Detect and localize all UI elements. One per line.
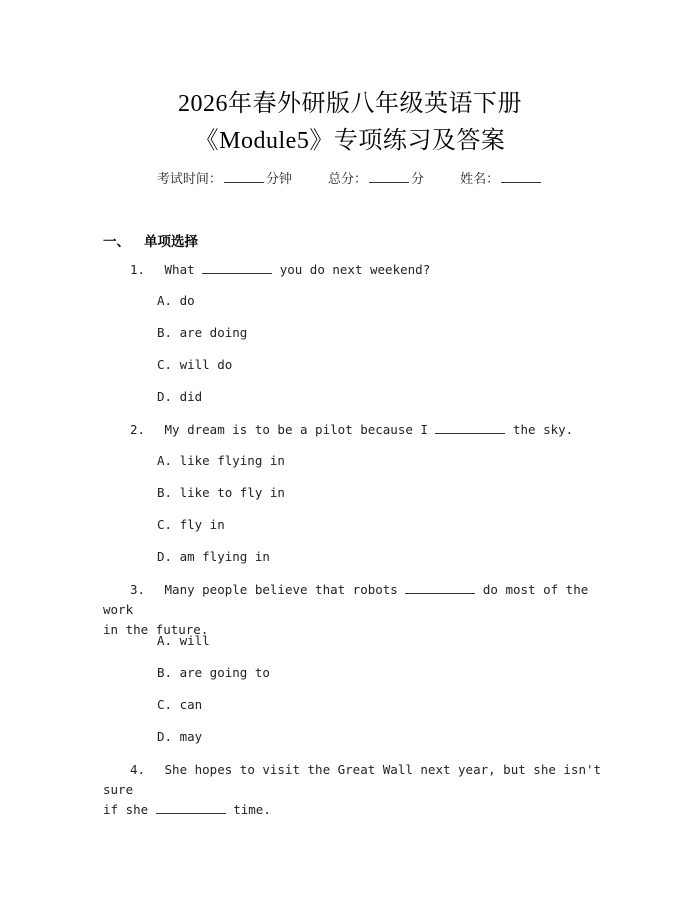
question-text-before: She hopes to visit the Great Wall next year, but she isn't sure [103, 762, 602, 797]
exam-info-line [0, 168, 700, 187]
total-score-blank[interactable] [369, 170, 409, 183]
question-text-before: What [164, 262, 195, 277]
page-title-line1: 2026年春外研版八年级英语下册 [178, 91, 522, 117]
option-1d[interactable]: D. did [157, 389, 203, 404]
question-text-before: My dream is to be a pilot because I [164, 422, 428, 437]
answer-blank[interactable] [405, 581, 475, 594]
option-3d[interactable]: D. may [157, 729, 203, 744]
question-4 [103, 760, 603, 820]
option-1c[interactable]: C. will do [157, 357, 233, 372]
exam-time-field [157, 172, 296, 187]
question-number: 3. [130, 582, 146, 597]
exam-time-blank[interactable] [224, 170, 264, 183]
question-text-line2-after: time. [233, 802, 271, 817]
question-number: 1. [130, 262, 146, 277]
option-3c[interactable]: C. can [157, 697, 203, 712]
question-number: 4. [130, 762, 146, 777]
question-text-after: the sky. [513, 422, 574, 437]
answer-blank[interactable] [156, 801, 226, 814]
page-title-line2: 《Module5》专项练习及答案 [194, 128, 506, 154]
option-1a[interactable]: A. do [157, 293, 195, 308]
option-2c[interactable]: C. fly in [157, 517, 225, 532]
total-score-field [328, 172, 428, 187]
student-name-label: 姓名： [460, 172, 500, 187]
question-1 [103, 260, 603, 280]
question-text-line2: in the future. [103, 622, 209, 637]
exam-time-unit: 分钟 [265, 172, 292, 187]
option-2b[interactable]: B. like to fly in [157, 485, 285, 500]
total-score-unit: 分 [411, 172, 425, 187]
section-number: 一、 [103, 234, 130, 250]
answer-blank[interactable] [202, 261, 272, 274]
section-title: 单项选择 [144, 234, 198, 250]
option-2d[interactable]: D. am flying in [157, 549, 270, 564]
question-text-after: you do next weekend? [279, 262, 431, 277]
exam-time-label: 考试时间： [156, 172, 222, 187]
option-3a[interactable]: A. will [157, 633, 210, 648]
answer-blank[interactable] [435, 421, 505, 434]
question-text-line2-before: if she [103, 802, 149, 817]
student-name-blank[interactable] [501, 170, 541, 183]
question-text-after: do most of the work [103, 582, 589, 617]
question-text-before: Many people believe that robots [164, 582, 398, 597]
question-number: 2. [130, 422, 146, 437]
question-3 [103, 580, 603, 640]
option-2a[interactable]: A. like flying in [157, 453, 285, 468]
question-2 [103, 420, 603, 440]
option-1b[interactable]: B. are doing [157, 325, 248, 340]
student-name-field [460, 172, 543, 187]
total-score-label: 总分： [327, 172, 367, 187]
option-3b[interactable]: B. are going to [157, 665, 270, 680]
section-heading [103, 230, 198, 250]
